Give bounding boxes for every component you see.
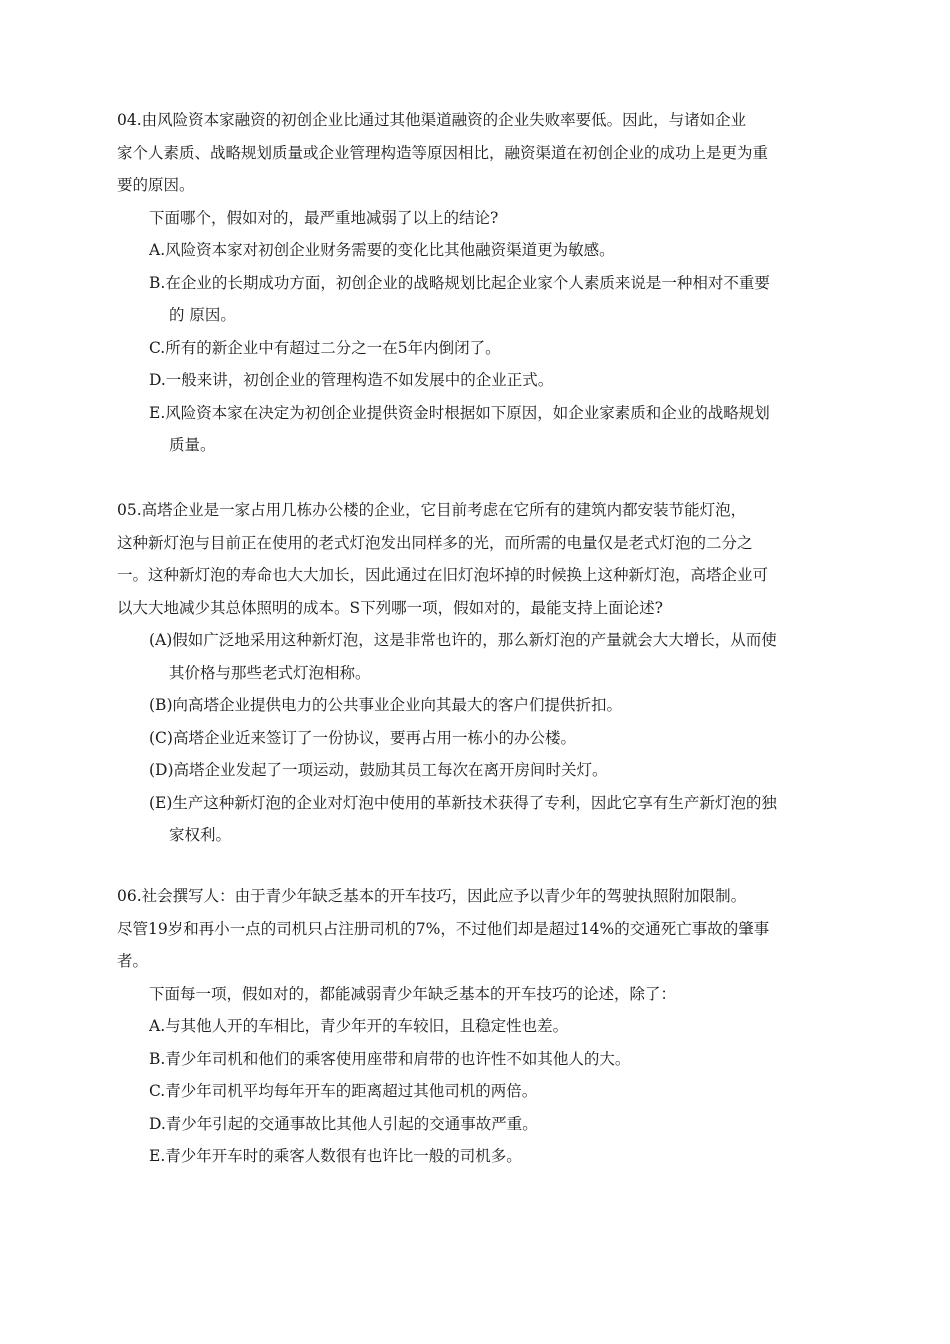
option-a: A.风险资本家对初创企业财务需要的变化比其他融资渠道更为敏感。 <box>149 241 615 259</box>
question-stem-line: 以大大地减少其总体照明的成本。S下列哪一项，假如对的，最能支持上面论述? <box>117 598 663 617</box>
question-06 <box>117 880 837 1173</box>
question-prompt: 下面哪个，假如对的，最严重地减弱了以上的结论? <box>149 208 499 227</box>
option-d: D.一般来讲，初创企业的管理构造不如发展中的企业正式。 <box>149 371 554 389</box>
question-stem-line: 这种新灯泡与目前正在使用的老式灯泡发出同样多的光，而所需的电量仅是老式灯泡的二分之 <box>117 533 753 552</box>
option-a: (A)假如广泛地采用这种新灯泡，这是非常也许的，那么新灯泡的产量就会大大增长，从而使 <box>149 631 777 649</box>
question-stem-line: 05.高塔企业是一家占用几栋办公楼的企业，它目前考虑在它所有的建筑内都安装节能灯泡， <box>117 501 747 519</box>
question-stem-line: 一。这种新灯泡的寿命也大大加长，因此通过在旧灯泡坏掉的时候换上这种新灯泡，高塔企业可 <box>117 566 769 584</box>
option-e: (E)生产这种新灯泡的企业对灯泡中使用的革新技术获得了专利，因此它享有生产新灯泡的独 <box>149 793 777 812</box>
option-b-continuation: 的 原因。 <box>169 306 236 324</box>
option-e-continuation: 质量。 <box>169 436 216 454</box>
option-e: E.青少年开车时的乘客人数很有也许比一般的司机多。 <box>149 1147 522 1165</box>
option-a: A.与其他人开的车相比，青少年开的车较旧，且稳定性也差。 <box>149 1017 569 1035</box>
option-c: C.青少年司机平均每年开车的距离超过其他司机的两倍。 <box>149 1082 538 1100</box>
question-prompt: 下面每一项，假如对的，都能减弱青少年缺乏基本的开车技巧的论述，除了： <box>149 984 677 1003</box>
question-stem-line: 家个人素质、战略规划质量或企业管理构造等原因相比，融资渠道在初创企业的成功上是更为重 <box>117 143 769 162</box>
option-b: B.在企业的长期成功方面，初创企业的战略规划比起企业家个人素质来说是一种相对不重要 <box>149 273 770 292</box>
question-stem-line: 06.社会撰写人：由于青少年缺乏基本的开车技巧，因此应予以青少年的驾驶执照附加限制。 <box>117 887 747 905</box>
question-stem-line: 尽管19岁和再小一点的司机只占注册司机的7%，不过他们却是超过14%的交通死亡事故的肇事 <box>117 919 770 938</box>
question-05 <box>117 494 837 852</box>
option-c: C.所有的新企业中有超过二分之一在5年内倒闭了。 <box>149 338 501 357</box>
option-b: (B)向高塔企业提供电力的公共事业企业向其最大的客户们提供折扣。 <box>149 696 622 714</box>
question-04 <box>117 104 837 462</box>
option-d: D.青少年引起的交通事故比其他人引起的交通事故严重。 <box>149 1114 538 1133</box>
option-b: B.青少年司机和他们的乘客使用座带和肩带的也许性不如其他人的大。 <box>149 1049 631 1068</box>
option-c: (C)高塔企业近来签订了一份协议，要再占用一栋小的办公楼。 <box>149 728 576 747</box>
option-d: (D)高塔企业发起了一项运动，鼓励其员工每次在离开房间时关灯。 <box>149 761 608 779</box>
question-stem-line: 者。 <box>117 952 149 970</box>
question-stem-line: 04.由风险资本家融资的初创企业比通过其他渠道融资的企业失败率要低。因此，与诸如企业 <box>117 111 747 129</box>
question-stem-line: 要的原因。 <box>117 176 195 194</box>
option-e-continuation: 家权利。 <box>169 826 232 844</box>
option-e: E.风险资本家在决定为初创企业提供资金时根据如下原因，如企业家素质和企业的战略规划 <box>149 403 770 422</box>
option-a-continuation: 其价格与那些老式灯泡相称。 <box>169 663 371 682</box>
